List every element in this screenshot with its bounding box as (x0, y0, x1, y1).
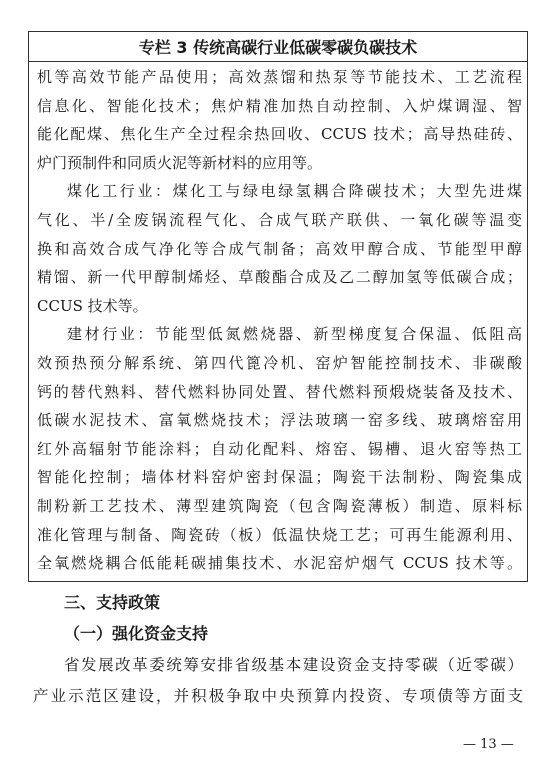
box-line: 准化管理与制备、陶瓷砖（板）低温快烧工艺；可再生能源利用、 (37, 525, 522, 544)
box-line: 机等高效节能产品使用；高效蒸馏和热泵等节能技术、工艺流程 (37, 68, 522, 86)
box-line: CCUS 技术等。 (37, 296, 148, 315)
box-line: 能化配煤、焦化生产全过程余热回收、CCUS 技术；高导热硅砖、 (37, 125, 522, 144)
box-line: 制粉新工艺技术、薄型建筑陶瓷（包含陶瓷薄板）制造、原料标 (37, 497, 522, 515)
box-line: 智能化控制；墙体材料窑炉密封保温；陶瓷干法制粉、陶瓷集成 (37, 468, 522, 487)
box-line: 全氧燃烧耦合低能耗碳捕集技术、水泥窑炉烟气 CCUS 技术等。 (37, 554, 522, 573)
box-line: 炉门预制件和同质火泥等新材料的应用等。 (37, 153, 323, 172)
box-line: 效预热预分解系统、第四代篦冷机、窑炉智能控制技术、非碳酸 (37, 354, 522, 372)
box-line: 钙的替代熟料、替代燃料协同处置、替代燃料预煅烧装备及技术、 (37, 382, 522, 401)
body-line: 产业示范区建设，并积极争取中央预算内投资、专项债等方面支 (33, 687, 523, 705)
page-number: — 13 — (463, 737, 514, 752)
box-line: 信息化、智能化技术；焦炉精准加热自动控制、入炉煤调湿、智 (37, 96, 522, 115)
body-line: 省发展改革委统筹安排省级基本建设资金支持零碳（近零碳） (64, 656, 523, 674)
box-line: 换和高效合成气净化等合成气制备；高效甲醇合成、节能型甲醇 (37, 239, 522, 258)
box-line: 建材行业：节能型低氮燃烧器、新型梯度复合保温、低阻高 (67, 325, 522, 344)
subsection-heading: （一）强化资金支持 (64, 624, 209, 643)
box-line: 低碳水泥技术、富氧燃烧技术；浮法玻璃一窑多线、玻璃熔窑用 (37, 411, 522, 430)
box-line: 精馏、新一代甲醇制烯烃、草酸酯合成及乙二醇加氢等低碳合成； (37, 268, 522, 287)
box-line: 气化、半/全废锅流程气化、合成气联产联供、一氧化碳等温变 (37, 211, 522, 229)
box-line: 红外高辐射节能涂料；自动化配料、熔窑、锡槽、退火窑等热工 (37, 439, 522, 458)
box-title: 专栏 3 传统高碳行业低碳零碳负碳技术 (28, 34, 528, 62)
box-line: 煤化工行业：煤化工与绿电绿氢耦合降碳技术；大型先进煤 (67, 182, 522, 201)
section-heading: 三、支持政策 (64, 593, 161, 612)
